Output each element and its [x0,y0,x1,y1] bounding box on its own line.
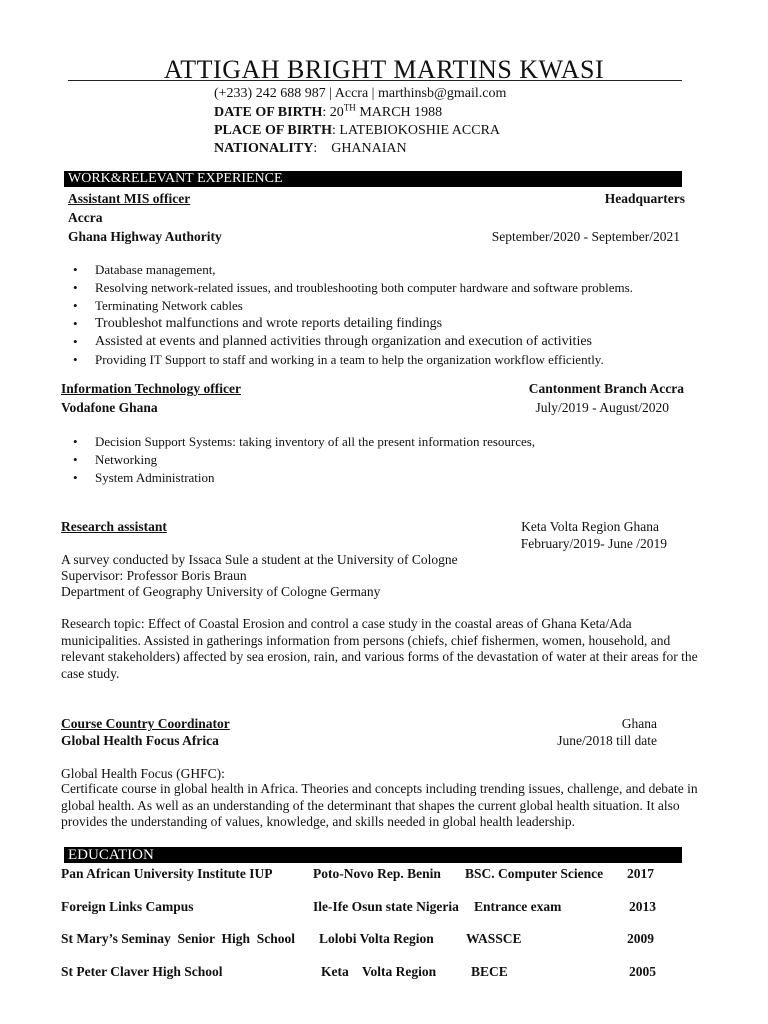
job1-organization: Ghana Highway Authority [68,229,222,244]
edu-school: Foreign Links Campus [61,899,194,914]
nationality [214,140,407,158]
job2-role: Information Technology officer [61,381,241,396]
job2-organization: Vodafone Ghana [61,400,158,415]
edu-award: BECE [471,964,508,979]
date-of-birth [214,104,442,122]
nationality-label: NATIONALITY [214,141,314,156]
nationality-value: : GHANAIAN [313,141,407,156]
edu-year: 2009 [627,931,654,946]
name-underline [68,80,682,81]
list-item: • System Administration [72,469,535,487]
job2-duties [72,433,535,487]
job4-organization: Global Health Focus Africa [61,733,219,748]
pob-value: : LATEBIOKOSHIE ACCRA [332,123,501,138]
list-item: • Troubleshot malfunctions and wrote reports detailing findings [72,315,633,333]
dob-suffix: TH [343,102,356,113]
dob-month-year: MARCH 1988 [355,105,443,120]
job3-survey-line: A survey conducted by Issaca Sule a student at the University of Cologne [61,552,458,567]
job3-supervisor-line: Supervisor: Professor Boris Braun [61,568,247,583]
edu-year: 2017 [627,866,654,881]
job4-intro: Global Health Focus (GHFC): [61,766,225,781]
job1-role: Assistant MIS officer [68,191,191,206]
pob-label: PLACE OF BIRTH [214,123,333,138]
job3-role: Research assistant [61,519,167,534]
job3-location: Keta Volta Region Ghana [521,519,659,534]
job1-duties [72,261,633,369]
section-work-experience: WORK&RELEVANT EXPERIENCE [64,171,682,187]
edu-year: 2005 [629,964,656,979]
edu-award: BSC. Computer Science [465,866,604,881]
list-item: • Networking [72,451,535,469]
contact-line: (+233) 242 688 987 | Accra | marthinsb@gmail.com [214,86,507,101]
job4-dates: June/2018 till date [557,733,657,748]
dob-label: DATE OF BIRTH [214,105,323,120]
edu-place: Keta Volta Region [321,964,437,979]
edu-place: Ile-Ife Osun state Nigeria [313,899,459,914]
list-item: • Assisted at events and planned activities through organization and execution of activities [72,333,633,351]
section-education: EDUCATION [64,847,682,863]
job2-dates: July/2019 - August/2020 [535,400,669,415]
job3-department-line: Department of Geography University of Cologne Germany [61,584,381,599]
candidate-name: ATTIGAH BRIGHT MARTINS KWASI [163,55,605,84]
edu-place: Lolobi Volta Region [319,931,434,946]
edu-year: 2013 [629,899,656,914]
edu-school: St Mary’s Seminay Senior High School [61,931,296,946]
job4-location: Ghana [621,716,657,731]
list-item: • Database management, [72,261,633,279]
edu-award: Entrance exam [474,899,562,914]
job1-city: Accra [68,210,103,225]
edu-place: Poto-Novo Rep. Benin [313,866,441,881]
job1-dates: September/2020 - September/2021 [491,229,680,244]
list-item: • Terminating Network cables [72,297,633,315]
edu-school: Pan African University Institute IUP [61,866,273,881]
edu-school: St Peter Claver High School [61,964,223,979]
list-item: • Providing IT Support to staff and working in a team to help the organization workflow efficiently. [72,351,633,369]
place-of-birth [214,122,500,140]
list-item: • Resolving network-related issues, and troubleshooting both computer hardware and software problems. [72,279,633,297]
job4-description: Certificate course in global health in Africa. Theories and concepts including trending issues, challenge, and debate in global health. As well as an understanding of the determinant that shapes the current global health situation. It also provides the understanding of values, knowledge, and skills needed in global health leadership. [61,781,698,829]
edu-award: WASSCE [466,931,522,946]
list-item: • Decision Support Systems: taking inventory of all the present information resources, [72,433,535,451]
job1-location: Headquarters [604,191,685,206]
dob-value: : 20 [322,105,344,120]
job2-location: Cantonment Branch Accra [528,381,684,396]
job3-dates: February/2019- June /2019 [520,536,667,551]
job3-research-topic: Research topic: Effect of Coastal Erosion and control a case study in the coastal areas of Ghana Keta/Ada municipalities. Assisted in gatherings information from persons (chiefs, chief fishermen, women, household, and relevant stakeholders) affected by sea erosion, rain, and various forms of the devastation of water at their areas for the case study. [61,616,698,681]
job4-role: Course Country Coordinator [61,716,230,731]
